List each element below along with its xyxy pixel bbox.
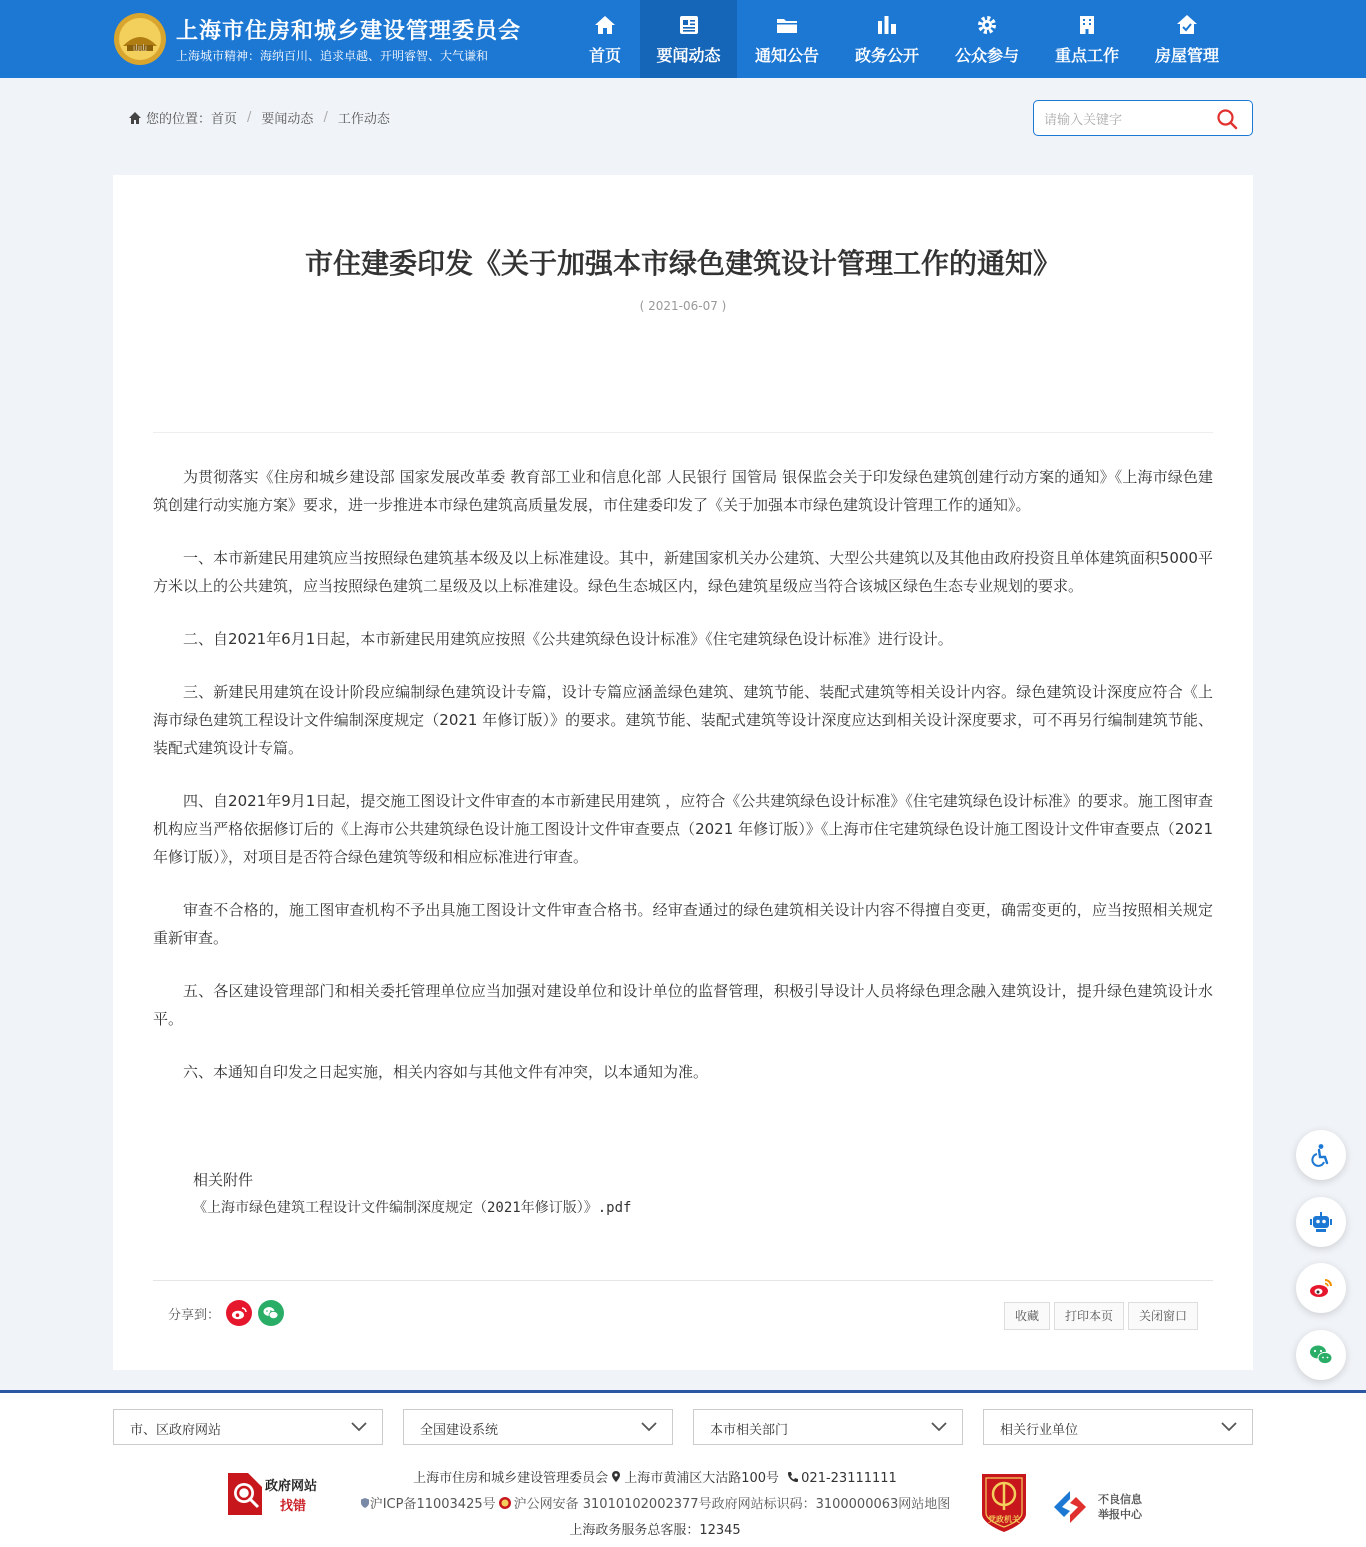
svg-text:山山: 山山 bbox=[133, 44, 147, 52]
robot-assistant-button[interactable] bbox=[1296, 1197, 1346, 1247]
article-actions bbox=[1004, 1302, 1202, 1330]
robot-icon bbox=[1308, 1209, 1334, 1235]
folder-icon bbox=[775, 13, 799, 37]
nav-home[interactable] bbox=[570, 0, 640, 78]
article-paragraph: 五、各区建设管理部门和相关委托管理单位应当加强对建设单位和设计单位的监督管理，积极引导设计人员将绿色理念融入建筑设计，提升绿色建筑设计水平。 bbox=[153, 982, 1213, 1028]
wechat-icon bbox=[262, 1304, 280, 1322]
nav-public[interactable] bbox=[937, 0, 1037, 78]
favorite-button[interactable]: 收藏 bbox=[1004, 1302, 1050, 1330]
article-paragraph: 为贯彻落实《住房和城乡建设部 国家发展改革委 教育部工业和信息化部 人民银行 国管局 银保监会关于印发绿色建筑创建行动方案的通知》《上海市绿色建筑创建行动实施方案》要求，进一步推进本市绿色建筑高质量发展，市住建委印发了《关于加强本市绿色建筑设计管理工作的通知》。 bbox=[153, 468, 1213, 514]
site-footer bbox=[0, 1390, 1366, 1547]
nav-label: 房屋管理 bbox=[1154, 45, 1219, 65]
footer-hotline-line bbox=[340, 1518, 970, 1544]
nav-label: 重点工作 bbox=[1054, 45, 1119, 65]
police-badge-icon bbox=[498, 1496, 512, 1510]
city-departments-select[interactable] bbox=[693, 1409, 963, 1445]
link-selects bbox=[113, 1409, 1253, 1445]
nav-label: 通知公告 bbox=[754, 45, 819, 65]
error-report-title: 政府网站 bbox=[265, 1479, 318, 1494]
breadcrumb-separator: / bbox=[323, 110, 328, 125]
gov-site-error-report-link[interactable] bbox=[228, 1471, 328, 1517]
phone-icon bbox=[787, 1471, 799, 1483]
report-label-line2: 举报中心 bbox=[1098, 1508, 1142, 1521]
divider bbox=[153, 1280, 1213, 1281]
icp-link[interactable]: 沪ICP备11003425号 bbox=[369, 1497, 496, 1512]
nav-label: 公众参与 bbox=[954, 45, 1019, 65]
footer-org: 上海市住房和城乡建设管理委员会 bbox=[413, 1471, 609, 1486]
article-paragraph: 三、新建民用建筑在设计阶段应编制绿色建筑设计专篇，设计专篇应涵盖绿色建筑、建筑节能、装配式建筑等相关设计内容。绿色建筑设计深度应符合《上海市绿色建筑工程设计文件编制深度规定（2021 年修订版）》的要求。建筑节能、装配式建筑等设计深度应达到相关设计深度要求，可不再另行编制建筑节能、装配式建筑设计专篇。 bbox=[153, 683, 1213, 757]
article-paragraph: 审查不合格的，施工图审查机构不予出具施工图设计文件审查合格书。经审查通过的绿色建筑相关设计内容不得擅自变更，确需变更的，应当按照相关规定重新审查。 bbox=[153, 901, 1213, 947]
site-header bbox=[0, 0, 1366, 78]
house-icon bbox=[1175, 13, 1199, 37]
share-weibo-button[interactable] bbox=[226, 1300, 252, 1326]
site-title: 上海市住房和城乡建设管理委员会 bbox=[176, 19, 522, 44]
footer-address: 上海市黄浦区大沽路100号 bbox=[624, 1471, 780, 1486]
breadcrumb-work-news[interactable]: 工作动态 bbox=[337, 112, 390, 127]
police-registration-link[interactable]: 沪公网安备 31010102002377号 bbox=[513, 1497, 712, 1512]
icp-icon bbox=[360, 1497, 370, 1509]
print-button[interactable]: 打印本页 bbox=[1054, 1302, 1124, 1330]
article-body bbox=[153, 463, 1213, 1111]
footer-phone: 021-23111111 bbox=[801, 1471, 897, 1486]
error-report-subtitle: 找错 bbox=[280, 1499, 307, 1514]
construction-system-select[interactable] bbox=[403, 1409, 673, 1445]
share-bar bbox=[168, 1300, 284, 1326]
report-label-line1: 不良信息 bbox=[1098, 1493, 1142, 1506]
nav-label: 要闻动态 bbox=[656, 45, 721, 65]
select-label: 全国建设系统 bbox=[420, 1423, 499, 1438]
nav-notice[interactable] bbox=[737, 0, 837, 78]
article-paragraph: 一、本市新建民用建筑应当按照绿色建筑基本级及以上标准建设。其中，新建国家机关办公建筑、大型公共建筑以及其他由政府投资且单体建筑面积5000平方米以上的公共建筑，应当按照绿色建筑二星级及以上标准建设。绿色生态城区内，绿色建筑星级应当符合该城区绿色生态专业规划的要求。 bbox=[153, 549, 1213, 595]
search-box bbox=[1033, 100, 1253, 136]
home-icon bbox=[593, 13, 617, 37]
industry-units-select[interactable] bbox=[983, 1409, 1253, 1445]
nav-gov-info[interactable] bbox=[837, 0, 937, 78]
article-paragraph: 六、本通知自印发之日起实施，相关内容如与其他文件有冲突，以本通知为准。 bbox=[183, 1063, 709, 1081]
footer-contact-line bbox=[340, 1466, 970, 1492]
wechat-float-button[interactable] bbox=[1296, 1330, 1346, 1380]
select-label: 市、区政府网站 bbox=[130, 1423, 222, 1438]
breadcrumb-news[interactable]: 要闻动态 bbox=[261, 112, 314, 127]
weibo-icon bbox=[230, 1304, 248, 1322]
divider bbox=[153, 432, 1213, 433]
footer-hotline: 上海政务服务总客服：12345 bbox=[569, 1523, 741, 1538]
wechat-icon bbox=[1308, 1342, 1334, 1368]
article-paragraph: 二、自2021年6月1日起，本市新建民用建筑应按照《公共建筑绿色设计标准》《住宅建筑绿色设计标准》进行设计。 bbox=[183, 630, 953, 648]
nav-label: 首页 bbox=[588, 45, 621, 65]
chevron-down-icon bbox=[640, 1420, 658, 1434]
bad-info-report-link[interactable] bbox=[1050, 1489, 1142, 1525]
select-label: 本市相关部门 bbox=[710, 1423, 789, 1438]
footer-info bbox=[340, 1466, 970, 1544]
weibo-float-button[interactable] bbox=[1296, 1263, 1346, 1313]
article-date: ( 2021-06-07 ) bbox=[639, 299, 727, 313]
nav-key-work[interactable] bbox=[1037, 0, 1137, 78]
nav-news[interactable] bbox=[640, 0, 737, 78]
article-paragraph: 四、自2021年9月1日起，提交施工图设计文件审查的本市新建民用建筑 ，应符合《公共建筑绿色设计标准》《住宅建筑绿色设计标准》的要求。施工图审查机构应当严格依据修订后的《上海市公共建筑绿色设计施工图设计文件审查要点（2021 年修订版）》《上海市住宅建筑绿色设计施工图设计文件审查要点（2021 年修订版）》，对项目是否符合绿色建筑等级和相应标准进行审查。 bbox=[153, 792, 1213, 866]
gear-icon bbox=[975, 13, 999, 37]
select-label: 相关行业单位 bbox=[1000, 1423, 1079, 1438]
site-subtitle: 上海城市精神：海纳百川、追求卓越、开明睿智、大气谦和 bbox=[176, 49, 489, 63]
chevron-down-icon bbox=[350, 1420, 368, 1434]
breadcrumb bbox=[128, 108, 390, 127]
home-icon bbox=[128, 111, 142, 125]
party-gov-badge-label: 党政机关 bbox=[988, 1515, 1020, 1524]
party-gov-badge-link[interactable] bbox=[978, 1470, 1030, 1534]
building-icon bbox=[1075, 13, 1099, 37]
share-label: 分享到： bbox=[168, 1307, 221, 1323]
accessibility-icon bbox=[1308, 1142, 1334, 1168]
close-window-button[interactable]: 关闭窗口 bbox=[1128, 1302, 1198, 1330]
report-center-icon bbox=[1050, 1489, 1090, 1525]
attachments-label: 相关附件 bbox=[193, 1171, 254, 1189]
gov-sites-select[interactable] bbox=[113, 1409, 383, 1445]
share-wechat-button[interactable] bbox=[258, 1300, 284, 1326]
breadcrumb-separator: / bbox=[247, 110, 252, 125]
attachments bbox=[193, 1166, 631, 1222]
footer-registration-line bbox=[340, 1492, 970, 1518]
emblem-logo[interactable] bbox=[113, 12, 167, 66]
site-id-code: 政府网站标识码：3100000063 bbox=[711, 1497, 899, 1512]
nav-housing[interactable] bbox=[1137, 0, 1237, 78]
chevron-down-icon bbox=[930, 1420, 948, 1434]
chevron-down-icon bbox=[1220, 1420, 1238, 1434]
nav-label: 政务公开 bbox=[854, 45, 919, 65]
sitemap-link[interactable]: 网站地图 bbox=[898, 1497, 951, 1512]
accessibility-button[interactable] bbox=[1296, 1130, 1346, 1180]
news-icon bbox=[677, 13, 701, 37]
article-title: 市住建委印发《关于加强本市绿色建筑设计管理工作的通知》 bbox=[304, 247, 1061, 280]
search-icon[interactable] bbox=[1216, 108, 1238, 130]
breadcrumb-prefix: 您的位置： bbox=[146, 112, 212, 127]
breadcrumb-home[interactable]: 首页 bbox=[211, 112, 238, 127]
main-nav bbox=[570, 0, 1237, 78]
bars-icon bbox=[875, 13, 899, 37]
search-input[interactable] bbox=[1044, 109, 1204, 129]
location-icon bbox=[610, 1470, 622, 1483]
weibo-icon bbox=[1308, 1275, 1334, 1301]
attachment-link[interactable]: 《上海市绿色建筑工程设计文件编制深度规定（2021年修订版）》.pdf bbox=[193, 1200, 632, 1216]
